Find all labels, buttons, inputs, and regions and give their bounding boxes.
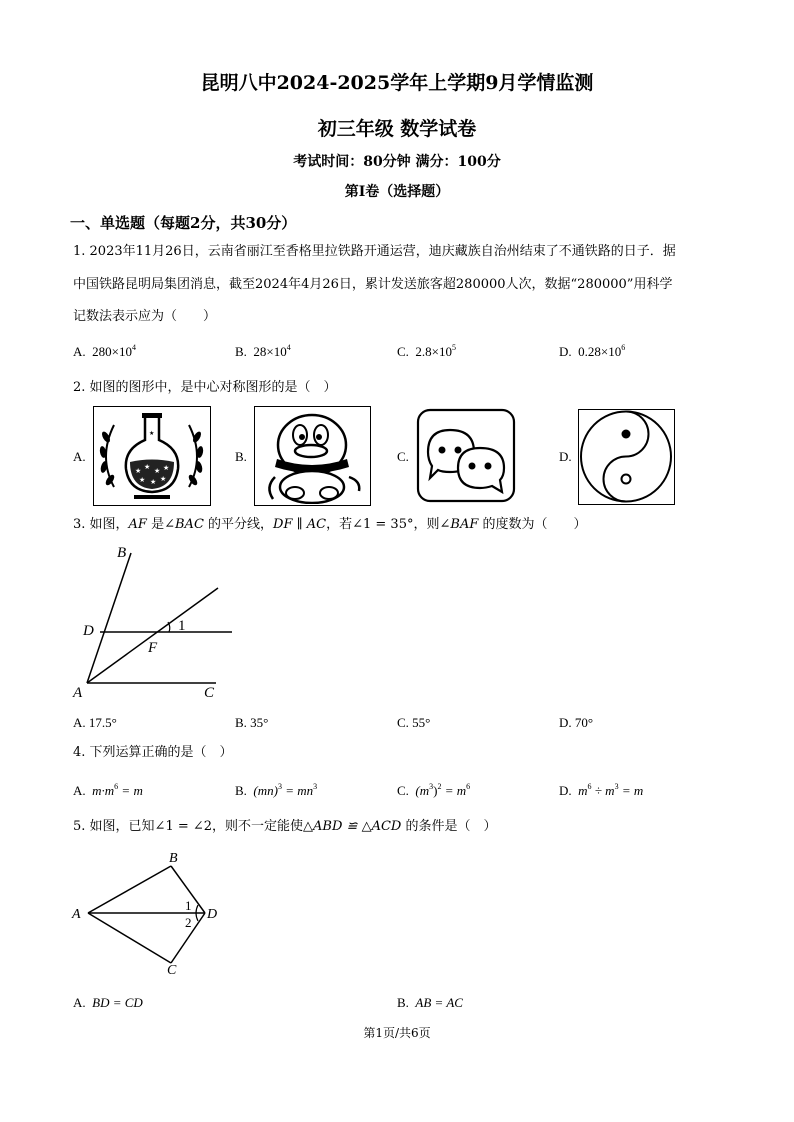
option-text: BD = CD bbox=[92, 995, 143, 1010]
option-text: = mn bbox=[281, 783, 314, 798]
option-label: C. bbox=[397, 344, 409, 359]
q4-stem: 4. 下列运算正确的是（ ） bbox=[73, 745, 233, 760]
svg-text:★: ★ bbox=[163, 464, 170, 472]
option-label: B. bbox=[235, 344, 247, 359]
q3-geometry-figure bbox=[70, 540, 250, 705]
option-label: A. bbox=[73, 995, 86, 1010]
option-text: = m bbox=[118, 783, 143, 798]
svg-text:★: ★ bbox=[149, 431, 155, 437]
svg-text:★: ★ bbox=[150, 478, 157, 486]
q4-option-a[interactable] bbox=[73, 783, 143, 799]
option-exponent: 3 bbox=[429, 782, 434, 791]
q3-math: DF ∥ AC bbox=[273, 517, 327, 532]
option-label: A. bbox=[73, 344, 86, 359]
q3-math: AF bbox=[128, 517, 147, 532]
option-text: m·m bbox=[92, 783, 115, 798]
q2-stem: 2. 如图的图形中，是中心对称图形的是（ ） bbox=[73, 380, 337, 395]
q2-option-c-label: C. bbox=[397, 449, 409, 464]
q3-math: ∠BAC bbox=[164, 517, 204, 532]
option-label: A. bbox=[73, 783, 86, 798]
option-label: B. bbox=[397, 995, 409, 1010]
option-exponent: 6 bbox=[621, 343, 626, 352]
option-exponent: 6 bbox=[114, 782, 119, 791]
option-exponent: 5 bbox=[452, 343, 457, 352]
option-text: 55° bbox=[412, 715, 431, 730]
q2-option-d-label: D. bbox=[559, 449, 572, 464]
q1-option-a[interactable] bbox=[73, 344, 136, 360]
q3-stem-text: 的平分线， bbox=[203, 517, 274, 532]
q4-option-b[interactable] bbox=[235, 783, 317, 799]
q2-option-b-label: B. bbox=[235, 449, 247, 464]
q5-label-c: C bbox=[167, 963, 177, 978]
option-text: ) bbox=[433, 783, 438, 798]
q3-stem-text: 是 bbox=[146, 517, 165, 532]
option-exponent: 3 bbox=[614, 782, 619, 791]
q3-option-c[interactable] bbox=[397, 715, 430, 731]
option-exponent: 4 bbox=[286, 343, 291, 352]
q3-stem-text: ，则 bbox=[413, 517, 440, 532]
option-text: 17.5° bbox=[88, 715, 117, 730]
yin-yang-icon[interactable] bbox=[578, 409, 675, 505]
q1-option-d[interactable] bbox=[559, 344, 625, 360]
q5-math: ∠1 = ∠2 bbox=[154, 819, 213, 834]
q5-math: △ABD ≌ △ACD bbox=[303, 819, 402, 834]
q3-option-d[interactable] bbox=[559, 715, 593, 731]
option-text: ÷ m bbox=[591, 783, 615, 798]
exam-subtitle: 初三年级 数学试卷 bbox=[317, 118, 477, 140]
q1-line3: 记数法表示应为（ ） bbox=[73, 309, 217, 324]
q5-stem-text: ，则不一定能使 bbox=[212, 819, 304, 834]
option-text: = m bbox=[618, 783, 644, 798]
section-heading: 一、单选题（每题2分，共30分） bbox=[70, 214, 297, 232]
q2-option-a-label: A. bbox=[73, 449, 86, 464]
flask-laurel-emblem-icon[interactable] bbox=[93, 406, 211, 506]
option-text: (m bbox=[415, 783, 430, 798]
option-label: D. bbox=[559, 344, 572, 359]
q3-stem-text: 3. 如图， bbox=[73, 517, 129, 532]
option-text: 35° bbox=[250, 715, 269, 730]
q3-label-c: C bbox=[204, 685, 215, 701]
q3-stem-text: 的度数为（ ） bbox=[478, 517, 587, 532]
exam-info: 考试时间：80分钟 满分：100分 bbox=[293, 154, 501, 170]
q3-stem bbox=[73, 518, 733, 531]
q5-stem-text: 的条件是（ ） bbox=[401, 819, 497, 834]
option-text: 0.28×10 bbox=[578, 344, 622, 359]
option-label: D. bbox=[559, 715, 572, 730]
option-text: = m bbox=[441, 783, 467, 798]
q5-label-angle1: 1 bbox=[185, 898, 192, 913]
option-label: D. bbox=[559, 783, 572, 798]
q5-label-d: D bbox=[207, 907, 218, 922]
q5-label-a: A bbox=[72, 907, 81, 922]
q3-label-d: D bbox=[83, 623, 94, 639]
q5-label-angle2: 2 bbox=[185, 915, 192, 930]
svg-text:★: ★ bbox=[139, 476, 146, 484]
option-text: 70° bbox=[574, 715, 594, 730]
option-label: C. bbox=[397, 715, 409, 730]
q3-option-b[interactable] bbox=[235, 715, 268, 731]
svg-text:★: ★ bbox=[160, 475, 167, 483]
q3-label-angle1: 1 bbox=[178, 618, 186, 634]
q1-option-c[interactable] bbox=[397, 344, 456, 360]
q3-math: ∠1 = 35° bbox=[352, 517, 414, 532]
option-label: A. bbox=[73, 715, 86, 730]
q5-stem-text: 5. 如图，已知 bbox=[73, 819, 155, 834]
volume-heading: 第Ⅰ卷（选择题） bbox=[344, 184, 450, 200]
option-text: 28×10 bbox=[253, 344, 287, 359]
q5-geometry-figure bbox=[68, 848, 238, 978]
option-exponent: 6 bbox=[466, 782, 471, 791]
q3-option-a[interactable] bbox=[73, 715, 117, 731]
option-text: AB = AC bbox=[415, 995, 463, 1010]
option-text: 2.8×10 bbox=[415, 344, 453, 359]
option-label: B. bbox=[235, 715, 247, 730]
q1-line2: 中国铁路昆明局集团消息，截至2024年4月26日，累计发送旅客超280000人次，数据“280000”用科学 bbox=[73, 277, 673, 292]
q3-stem-text: ，若 bbox=[326, 517, 353, 532]
option-text: (mn) bbox=[253, 783, 278, 798]
q5-option-a[interactable] bbox=[73, 995, 143, 1011]
option-text: m bbox=[578, 783, 588, 798]
penguin-mascot-icon[interactable] bbox=[254, 406, 371, 506]
svg-text:★: ★ bbox=[144, 463, 151, 471]
option-label: B. bbox=[235, 783, 247, 798]
q3-label-f: F bbox=[148, 640, 158, 656]
option-exponent: 3 bbox=[313, 782, 318, 791]
option-exponent: 4 bbox=[131, 343, 136, 352]
option-label: C. bbox=[397, 783, 409, 798]
q3-label-b: B bbox=[117, 545, 127, 561]
q3-math: ∠BAF bbox=[439, 517, 479, 532]
q5-option-b[interactable] bbox=[397, 995, 463, 1011]
svg-text:★: ★ bbox=[135, 467, 142, 475]
q5-label-b: B bbox=[169, 851, 178, 866]
q4-option-d[interactable] bbox=[559, 783, 643, 799]
exam-title: 昆明八中2024-2025学年上学期9月学情监测 bbox=[200, 72, 594, 94]
option-exponent: 2 bbox=[437, 782, 442, 791]
option-text: 280×10 bbox=[92, 344, 132, 359]
q4-option-c[interactable] bbox=[397, 783, 470, 799]
q3-label-a: A bbox=[73, 685, 83, 701]
option-exponent: 3 bbox=[277, 782, 282, 791]
page-number: 第1页/共6页 bbox=[363, 1026, 431, 1040]
q1-option-b[interactable] bbox=[235, 344, 291, 360]
q1-line1: 1. 2023年11月26日，云南省丽江至香格里拉铁路开通运营，迪庆藏族自治州结束了不通铁路的日子．据 bbox=[73, 244, 676, 259]
option-exponent: 6 bbox=[587, 782, 592, 791]
svg-text:★: ★ bbox=[154, 467, 161, 475]
chat-bubbles-icon[interactable] bbox=[416, 408, 516, 503]
q5-stem bbox=[73, 820, 733, 833]
